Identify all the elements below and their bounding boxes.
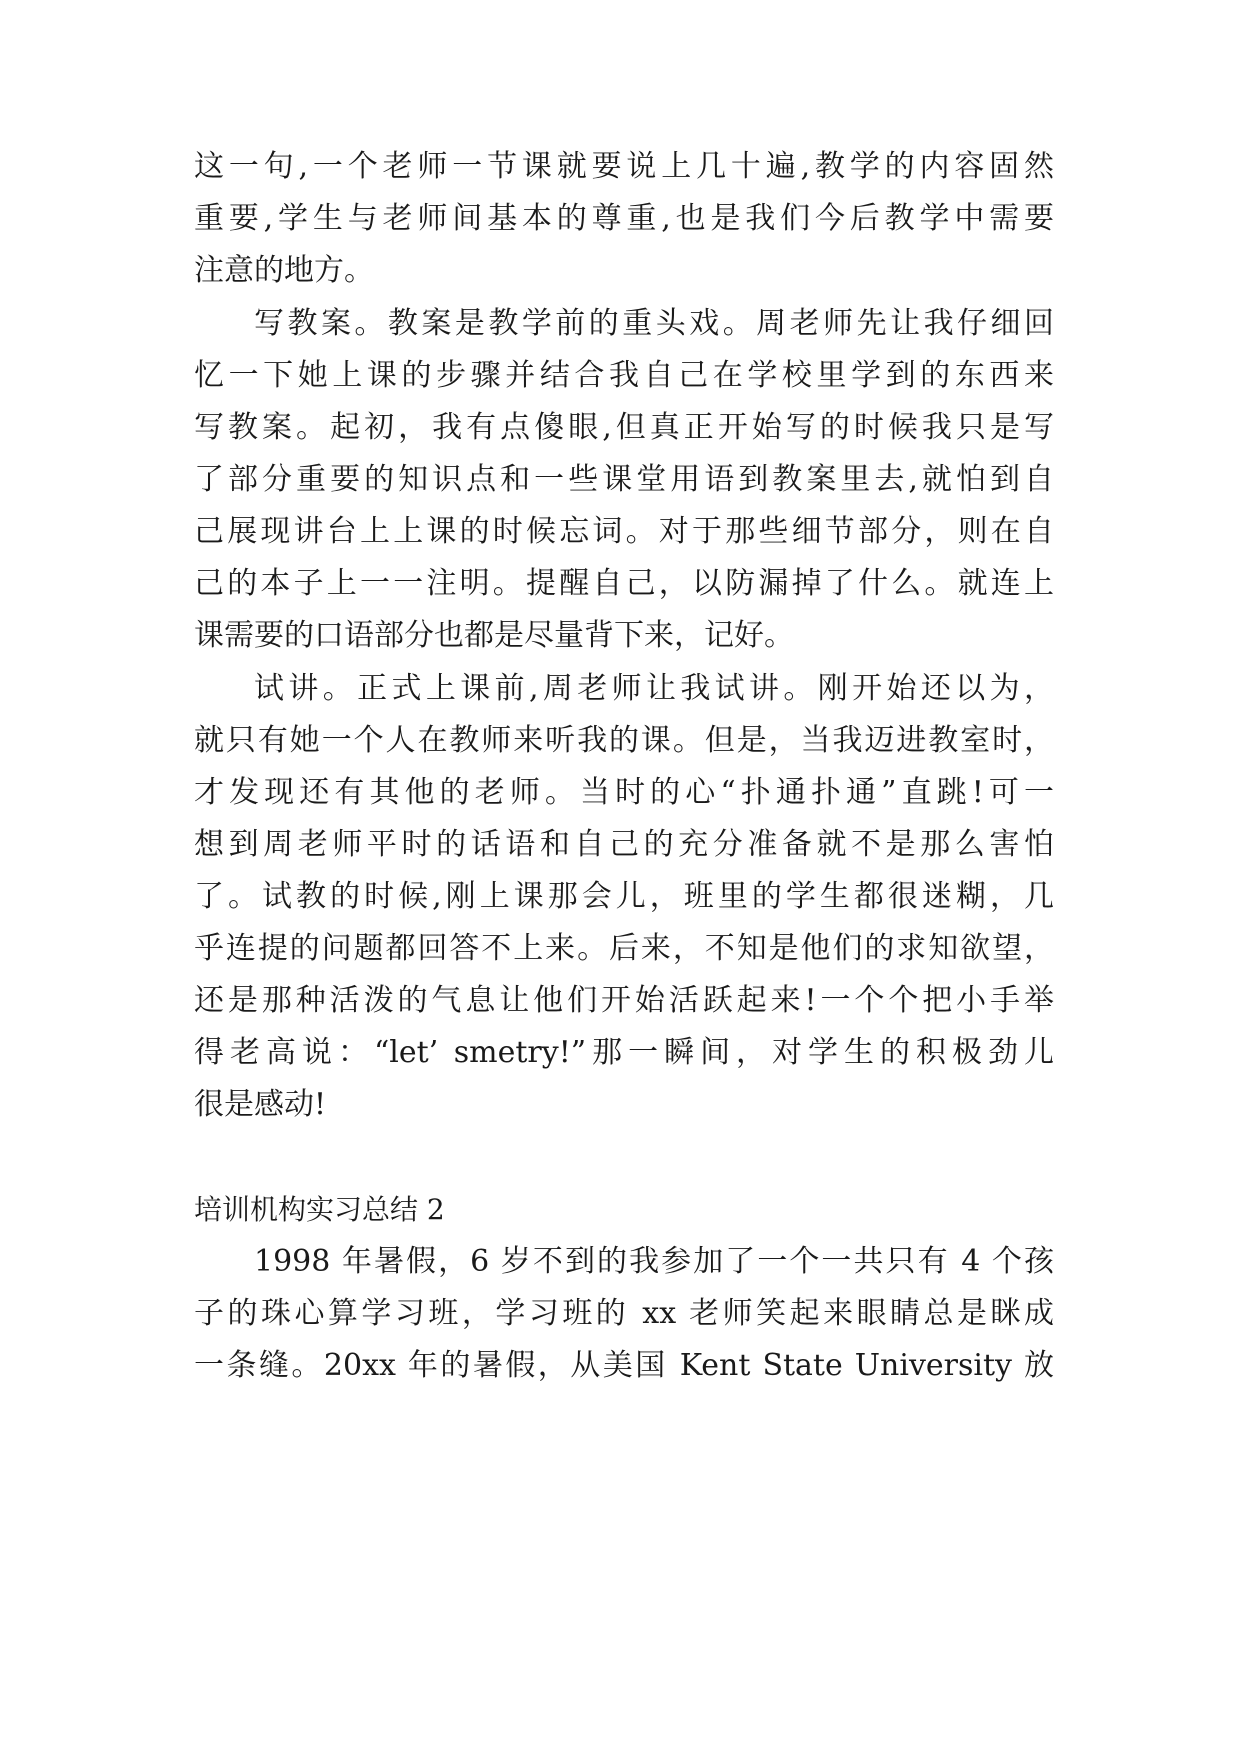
paragraph-3-line-1: 试讲。正式上课前,周老师让我试讲。刚开始还以为，	[254, 671, 1054, 706]
paragraph-3-line-4: 想到周老师平时的话语和自己的充分准备就不是那么害怕	[194, 827, 1054, 862]
section-heading: 培训机构实习总结 2	[194, 1193, 445, 1226]
paragraph-2-line-3: 写教案。起初，我有点傻眼,但真正开始写的时候我只是写	[194, 410, 1054, 445]
paragraph-1-line-3: 注意的地方。	[194, 253, 374, 288]
paragraph-2-line-5: 己展现讲台上上课的时候忘词。对于那些细节部分，则在自	[194, 514, 1054, 549]
paragraph-2-line-6: 己的本子上一一注明。提醒自己，以防漏掉了什么。就连上	[194, 566, 1054, 601]
paragraph-3-line-3: 才发现还有其他的老师。当时的心“扑通扑通”直跳!可一	[194, 775, 1054, 810]
paragraph-3-line-6: 乎连提的问题都回答不上来。后来，不知是他们的求知欲望，	[194, 931, 1054, 966]
paragraph-1-line-2: 重要,学生与老师间基本的尊重,也是我们今后教学中需要	[194, 201, 1054, 236]
paragraph-1-line-1: 这一句,一个老师一节课就要说上几十遍,教学的内容固然	[194, 149, 1054, 184]
paragraph-2-line-7: 课需要的口语部分也都是尽量背下来，记好。	[194, 618, 794, 653]
paragraph-3-line-2: 就只有她一个人在教师来听我的课。但是，当我迈进教室时，	[194, 723, 1054, 758]
paragraph-3-line-5: 了。试教的时候,刚上课那会儿，班里的学生都很迷糊，几	[194, 879, 1054, 914]
section-paragraph-line-1: 1998 年暑假，6 岁不到的我参加了一个一共只有 4 个孩	[254, 1244, 1054, 1279]
paragraph-2-line-4: 了部分重要的知识点和一些课堂用语到教案里去,就怕到自	[194, 462, 1054, 497]
section-paragraph-line-2: 子的珠心算学习班，学习班的 xx 老师笑起来眼睛总是眯成	[194, 1296, 1054, 1331]
paragraph-3-line-9: 很是感动!	[194, 1087, 327, 1122]
paragraph-2-line-1: 写教案。教案是教学前的重头戏。周老师先让我仔细回	[254, 306, 1054, 341]
paragraph-2-line-2: 忆一下她上课的步骤并结合我自己在学校里学到的东西来	[194, 358, 1054, 393]
paragraph-3-line-8: 得老高说：“let’ smetry!”那一瞬间，对学生的积极劲儿	[194, 1035, 1054, 1070]
paragraph-3-line-7: 还是那种活泼的气息让他们开始活跃起来!一个个把小手举	[194, 983, 1054, 1018]
section-paragraph-line-3: 一条缝。20xx 年的暑假，从美国 Kent State University 放	[194, 1348, 1054, 1383]
